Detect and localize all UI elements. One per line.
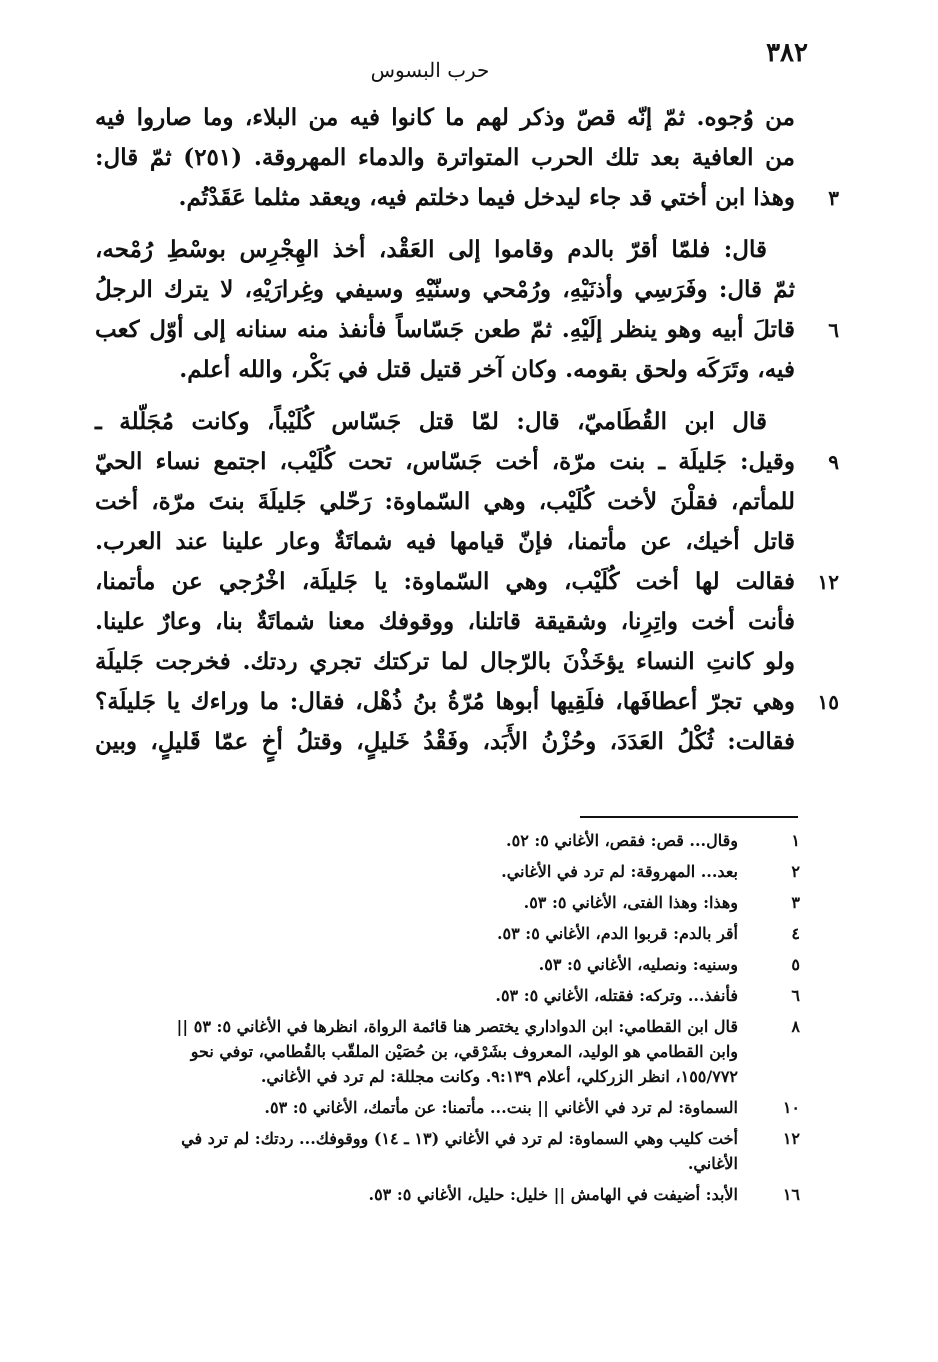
footnote: [160, 890, 800, 915]
line-text: فقالت لها أخت كُلَيْب، وهي السّماوة: يا جَليلَة، اخْرُجي عن مأتمنا،: [95, 568, 795, 595]
footnote-line-ref: ١٦: [782, 1185, 800, 1204]
text-line: [95, 138, 795, 178]
text-line: [95, 522, 795, 562]
footnote-text: بعد... المهروقة: لم ترد في الأغاني.: [501, 862, 738, 881]
line-text: وقيل: جَليلَة ـ بنت مرّة، أخت جَسّاس، تحت كُلَيْب، اجتمع نساء الحيّ: [95, 448, 795, 475]
line-text: قال ابن القُطَاميّ، قال: لمّا قتل جَسّاس كُلَيْباً، وكانت مُجَلّلة ـ: [95, 408, 767, 435]
text-line: [95, 682, 839, 722]
footnote-line-ref: ٤: [791, 924, 800, 943]
text-line: [95, 482, 795, 522]
line-text: فقالت: ثُكْلُ العَدَدَ، وحُزْنُ الأَبَد، وفَقْدُ خَليلٍ، وقتلُ أخٍ عمّا قَليلٍ، وبين: [95, 728, 795, 755]
footnote-text: أقر بالدم: قربوا الدم، الأغاني ٥: ٥٣.: [496, 924, 738, 943]
footnote-line-ref: ٢: [791, 862, 800, 881]
line-number: ١٢: [817, 570, 839, 594]
footnote-line-ref: ٦: [791, 986, 800, 1005]
line-text: قاتل أخيك، عن مأتمنا، فإنّ قيامها فيه شماتَةٌ وعار علينا عند العرب.: [95, 528, 795, 555]
page-number: ٣٨٢: [766, 38, 808, 68]
line-text: من وُجوه. ثمّ إنّه قصّ وذكر لهم ما كانوا فيه من البلاء، وما صاروا فيه: [95, 104, 795, 131]
footnotes: [160, 828, 800, 1213]
text-line: [95, 442, 839, 482]
line-number: ٦: [828, 318, 839, 342]
text-line: [95, 562, 839, 602]
footnote-line-ref: ١٢: [782, 1129, 800, 1148]
footnote-line-ref: ٥: [791, 955, 800, 974]
text-line: [95, 402, 795, 442]
footnote: [160, 983, 800, 1008]
line-text: فأنت أخت واتِرِنا، وشقيقة قاتلنا، ووقوفك معنا شماتَةٌ بنا، وعارٌ علينا.: [95, 608, 795, 635]
line-text: قاتلَ أبيه وهو ينظر إلَيْهِ. ثمّ طعن جَسّاساً فأنفذ منه سنانه إلى أوّل كعب: [95, 316, 795, 343]
paragraph: [95, 230, 839, 390]
footnote: [160, 859, 800, 884]
footnote-text: الأبد: أضيفت في الهامش || خليل: حليل، الأغاني ٥: ٥٣.: [368, 1185, 738, 1204]
text-line: [95, 310, 839, 350]
line-number: ٣: [828, 186, 839, 210]
footnote-text: وسنيه: ونصليه، الأغاني ٥: ٥٣.: [538, 955, 738, 974]
paragraph: [95, 402, 839, 762]
text-line: [95, 270, 795, 310]
text-line: [95, 722, 795, 762]
footnote-text: فأنفذ... وتركه: فقتله، الأغاني ٥: ٥٣.: [495, 986, 738, 1005]
line-text: ولو كانتِ النساء يؤخَذْنَ بالرّجال لما تركتك تجري ردتك. فخرجت جَليلَة: [95, 648, 795, 675]
footnote: [160, 1182, 800, 1207]
text-line: [95, 602, 795, 642]
footnote: [160, 952, 800, 977]
line-number: ٩: [828, 450, 839, 474]
text-line: [95, 98, 795, 138]
line-text: من العافية بعد تلك الحرب المتواترة والدماء المهروقة. (٢٥١) ثمّ قال:: [95, 144, 796, 171]
footnote-text: وقال... قص: فقص، الأغاني ٥: ٥٢.: [506, 831, 738, 850]
text-line: [95, 350, 795, 390]
line-text: فيه، وتَرَكَه ولحق بقومه. وكان آخر قتيل قتل في بَكْر، والله أعلم.: [179, 356, 795, 383]
footnote-separator: [580, 816, 798, 818]
footnote-text: أخت كليب وهي السماوة: لم ترد في الأغاني (١٣ ـ ١٤) ووقوفك... ردتك: لم ترد في الأغاني.: [181, 1129, 738, 1173]
text-line: [95, 230, 795, 270]
text-line: [95, 178, 839, 218]
footnote: [160, 921, 800, 946]
footnote-text: قال ابن القطامي: ابن الدواداري يختصر هنا قائمة الرواة، انظرها في الأغاني ٥: ٥٣ || وابن القطامي هو الوليد، المعروف بشَرْقي، بن حُصَيْن الملقّب بالقُطامي، توفي نحو ١٥٥/٧٧٢، انظر الزركلي، أعلام ٩:١٣٩. وكانت مجللة: لم ترد في الأغاني.: [176, 1017, 738, 1086]
footnote: [160, 1095, 800, 1120]
running-title: حرب البسوس: [370, 58, 490, 82]
footnote: [160, 1126, 800, 1176]
footnote-line-ref: ١: [791, 831, 800, 850]
footnote: [160, 828, 800, 853]
footnote-line-ref: ٨: [791, 1017, 800, 1036]
footnote-line-ref: ١٠: [782, 1098, 800, 1117]
line-text: ثمّ قال: وفَرَسِي وأذنَيْهِ، ورُمْحي وسنّيْهِ وسيفي وغِرارَيْهِ، لا يترك الرجلُ: [95, 276, 795, 303]
paragraph: [95, 98, 839, 218]
line-text: قال: فلمّا أقرّ بالدم وقاموا إلى العَقْد، أخذ الهِجْرِس بوسْطِ رُمْحه،: [95, 236, 767, 263]
footnote-text: وهذا: وهذا الفتى، الأغاني ٥: ٥٣.: [523, 893, 738, 912]
footnote-text: السماوة: لم ترد في الأغاني || بنت... مأتمنا: عن مأتمك، الأغاني ٥: ٥٣.: [264, 1098, 738, 1117]
line-text: وهذا ابن أختي قد جاء ليدخل فيما دخلتم فيه، ويعقد مثلما عَقَدْتُم.: [178, 184, 795, 211]
main-text: [95, 98, 839, 762]
line-number: ١٥: [817, 690, 839, 714]
line-text: للمأتم، فقلْنَ لأخت كُلَيْب، وهي السّماوة: رَحّلي جَليلَةَ بنتَ مرّة، أخت: [95, 488, 795, 515]
line-text: وهي تجرّ أعطافَها، فلَقِيها أبوها مُرّةُ بنُ ذُهْل، فقال: ما وراءك يا جَليلَة؟: [95, 688, 795, 715]
footnote: [160, 1014, 800, 1089]
text-line: [95, 642, 795, 682]
footnote-line-ref: ٣: [791, 893, 800, 912]
